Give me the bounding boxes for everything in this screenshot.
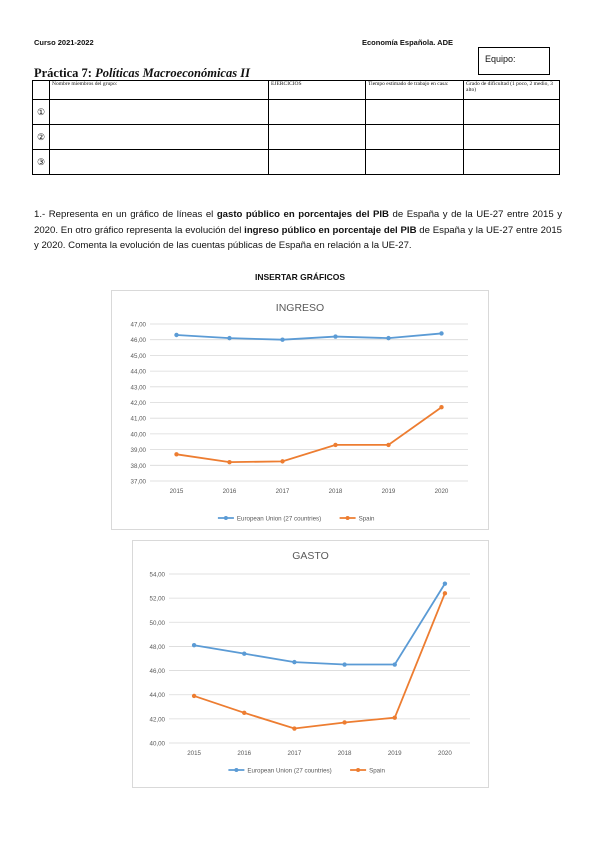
series-line-european-union-27-countries [177,333,442,339]
x-tick-label: 2015 [187,750,201,757]
difficulty-cell[interactable] [464,100,560,125]
data-point-european-union-27-countries [443,581,447,585]
y-tick-label: 52,00 [149,595,165,603]
chart-ingreso [111,290,489,530]
data-point-spain [280,459,284,463]
exercise-bold-2: ingreso público en porcentaje del PIB [244,224,417,236]
table-row [33,125,560,150]
y-tick-label: 50,00 [149,619,165,627]
data-point-european-union-27-countries [386,336,390,340]
x-tick-label: 2017 [287,750,302,757]
legend-label: European Union (27 countries) [247,767,332,775]
insert-charts-label: INSERTAR GRÁFICOS [254,272,346,282]
chart-gasto [132,540,489,788]
data-point-european-union-27-countries [192,643,196,647]
time-cell[interactable] [366,125,464,150]
data-point-spain [439,405,443,409]
exercise-number: 1.- [34,209,49,220]
data-point-european-union-27-countries [333,334,337,338]
y-tick-label: 42,00 [149,716,165,724]
chart-svg [112,291,488,529]
y-tick-label: 46,00 [130,337,146,345]
exercise-bold-1: gasto público en porcentajes del PIB [216,209,389,220]
data-point-spain [174,452,178,456]
data-point-european-union-27-countries [174,333,178,337]
data-point-spain [342,720,346,724]
data-point-spain [393,715,397,719]
x-tick-label: 2019 [387,750,402,757]
legend-marker [234,768,238,772]
difficulty-cell[interactable] [464,150,560,175]
practice-title: Políticas Macroeconómicas II [95,66,250,80]
x-tick-label: 2016 [237,750,252,757]
x-tick-label: 2020 [438,750,452,757]
team-box[interactable] [478,47,550,75]
y-tick-label: 44,00 [130,368,146,376]
member-name-cell[interactable] [50,100,269,125]
legend-label: Spain [358,515,375,523]
exercise-text-3: de España y la UE-27 entre 2015 y 2020. Comenta la evolución de las cuentas públicas de España en relación a la UE-27. [34,224,562,251]
table-row [33,150,560,175]
data-point-european-union-27-countries [342,662,346,666]
legend-label: Spain [369,767,385,775]
legend-label: European Union (27 countries) [236,515,322,523]
y-tick-label: 43,00 [130,384,146,392]
member-name-cell[interactable] [50,150,269,175]
y-tick-label: 42,00 [130,400,146,407]
time-cell[interactable] [366,100,464,125]
row-number: ① [33,100,50,125]
difficulty-cell[interactable] [464,125,560,150]
header-exercises: EJERCICIOS [269,81,366,100]
chart-title: GASTO [292,550,329,562]
data-point-european-union-27-countries [227,336,231,340]
exercise-text [34,207,562,254]
group-table [32,80,560,175]
y-tick-label: 44,00 [149,692,165,700]
series-line-spain [194,593,445,728]
data-point-european-union-27-countries [242,651,246,655]
header-blank [33,81,50,100]
chart-legend [228,767,385,774]
y-tick-label: 38,00 [130,462,146,470]
x-tick-label: 2018 [328,488,343,495]
y-tick-label: 40,00 [130,431,146,439]
series-line-spain [177,407,442,462]
data-point-spain [227,460,231,464]
group-table-header [33,81,560,100]
page-title [34,66,250,81]
y-tick-label: 40,00 [149,740,165,748]
legend-marker [346,516,350,520]
y-tick-label: 48,00 [149,643,165,651]
y-tick-label: 54,00 [149,571,165,579]
x-tick-label: 2019 [381,488,396,495]
data-point-spain [242,711,246,715]
chart-title: INGRESO [275,302,325,314]
legend-marker [356,768,360,772]
data-point-spain [333,443,337,447]
data-point-european-union-27-countries [280,338,284,342]
x-tick-label: 2020 [434,488,449,495]
exercises-cell[interactable] [269,150,366,175]
x-tick-label: 2017 [275,488,290,495]
y-tick-label: 39,00 [130,447,146,455]
data-point-european-union-27-countries [292,660,296,664]
y-tick-label: 37,00 [130,478,146,486]
data-point-spain [386,443,390,447]
x-tick-label: 2018 [337,750,352,757]
x-tick-label: 2016 [222,488,237,495]
data-point-spain [443,591,447,595]
y-tick-label: 45,00 [130,352,146,360]
team-label: Equipo: [485,54,516,64]
data-point-european-union-27-countries [393,662,397,666]
time-cell[interactable] [366,150,464,175]
y-tick-label: 41,00 [130,415,146,423]
legend-marker [224,516,228,520]
chart-legend [218,515,375,522]
practice-prefix: Práctica 7: [34,66,96,80]
chart-svg [133,541,488,787]
exercises-cell[interactable] [269,125,366,150]
y-tick-label: 47,00 [130,321,146,329]
data-point-spain [192,694,196,698]
member-name-cell[interactable] [50,125,269,150]
exercises-cell[interactable] [269,100,366,125]
data-point-spain [292,726,296,730]
header-difficulty: Grado de dificultad (1 poco, 2 medio, 3 alto) [464,81,560,100]
header-members: Nombre miembros del grupo: [50,81,269,100]
series-line-european-union-27-countries [194,584,445,665]
row-number: ② [33,125,50,150]
table-row [33,100,560,125]
course-label: Curso 2021-2022 [34,38,94,47]
y-tick-label: 46,00 [149,668,165,676]
x-tick-label: 2015 [169,488,184,495]
header-time: Tiempo estimado de trabajo en casa: [366,81,464,100]
subject-label: Economía Española. ADE [362,38,453,47]
data-point-european-union-27-countries [439,331,443,335]
exercise-text-2: de España y de la UE-27 entre 2015 y 2020. En otro gráfico representa la evolución del [34,209,562,236]
exercise-text-1: Representa en un gráfico de líneas el [48,209,217,220]
row-number: ③ [33,150,50,175]
